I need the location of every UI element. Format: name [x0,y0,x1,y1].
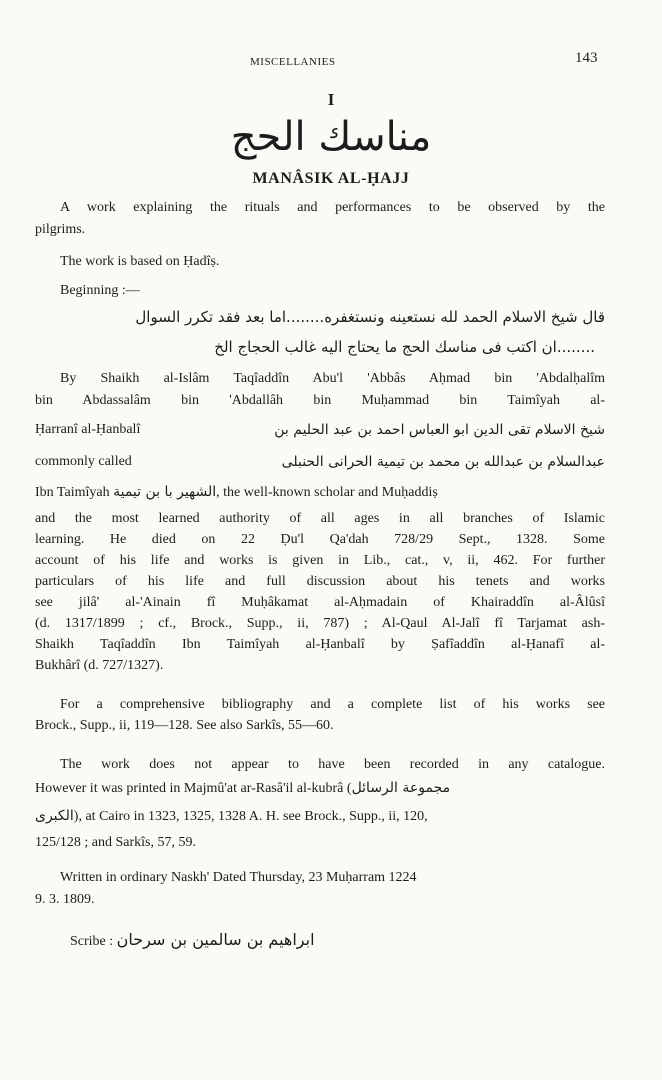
print-line-2-text: However it was printed in Majmû'at ar-Rasâ'il al-kubrâ ( [35,781,352,796]
author-line-4-text: commonly called [35,454,132,469]
scribe-label: Scribe : [70,934,114,949]
beginning-label: Beginning :— [60,283,140,298]
author-line-11: (d. 1317/1899 ; cf., Brock., Supp., ii, 787) ; Al-Qaul Al-Jalî fî Tarjamat ash- [35,616,605,631]
beginning-arabic-line-2: ........ان اكتب فى مناسك الحج ما يحتاج اليه غالب الحجاج الخ [214,338,595,356]
biblio-line-2: Brock., Supp., ii, 119—128. See also Sarkîs, 55—60. [35,718,334,733]
author-line-3 [35,420,605,440]
author-line-5-text-b: , the well-known scholar and Muḥaddiṣ [216,485,438,500]
author-line-7: learning. He died on 22 Ḍu'l Qa'dah 728/29 Sept., 1328. Some [35,532,605,547]
work-title: MANÂSIK AL-ḤAJJ [252,170,410,187]
page-number: 143 [575,50,598,66]
intro-line-1: A work explaining the rituals and performances to be observed by the [60,200,605,215]
author-arabic-name-2: عبدالسلام بن عبدالله بن محمد بن تيمية الحرانى الحنبلى [281,454,605,470]
author-line-6: and the most learned authority of all ages in all branches of Islamic [35,511,605,526]
arabic-title: مناسك الحج [230,114,432,160]
scribe-line [70,930,315,950]
author-arabic-name-3: الشهير با بن تيمية [113,484,217,500]
author-arabic-name-1: شيخ الاسلام تقى الدين ابو العباس احمد بن عبد الحليم بن [274,422,605,438]
print-arabic-title-1: مجموعة الرسائل [351,780,451,796]
scribe-name-arabic: ابراهيم بن سالمين بن سرحان [116,930,315,949]
print-line-2 [35,778,605,799]
author-line-3-text: Ḥarranî al-Ḥanbalî [35,422,141,437]
written-line-2: 9. 3. 1809. [35,892,95,907]
author-line-1: By Shaikh al-Islâm Taqîaddîn Abu'l 'Abbâs Aḥmad bin 'Abdalḥalîm [60,371,605,386]
author-line-4 [35,452,605,472]
biblio-line-1: For a comprehensive bibliography and a complete list of his works see [60,697,605,712]
print-line-3-text: ), at Cairo in 1323, 1325, 1328 A. H. see Brock., Supp., ii, 120, [73,809,428,824]
author-line-8: account of his life and works is given in Lib., cat., v, ii, 462. For further [35,553,605,568]
author-line-13: Bukhârî (d. 727/1327). [35,658,164,673]
print-line-4: 125/128 ; and Sarkîs, 57, 59. [35,835,196,850]
print-line-1: The work does not appear to have been recorded in any catalogue. [60,757,605,772]
author-line-2: bin Abdassalâm bin 'Abdallâh bin Muḥammad bin Taimîyah al- [35,393,605,408]
section-number: I [327,90,335,109]
author-line-5 [35,482,605,503]
author-line-9: particulars of his life and full discussion about his tenets and works [35,574,605,589]
intro-line-2: pilgrims. [35,222,86,237]
running-head: MISCELLANIES [250,56,336,68]
author-line-5-text-a: Ibn Taimîyah [35,485,110,500]
written-line-1: Written in ordinary Naskh' Dated Thursday, 23 Muḥarram 1224 [60,870,417,885]
print-arabic-title-2: الكبرى [35,808,74,824]
print-line-3 [35,806,605,827]
beginning-arabic-line-1: قال شيخ الاسلام الحمد لله نستعينه ونستغفره........اما بعد فقد تكرر السوال [135,308,605,326]
author-line-12: Shaikh Taqîaddîn Ibn Taimîyah al-Ḥanbalî by Ṣafîaddîn al-Ḥanafî al- [35,637,605,652]
author-line-10: see jilâ' al-'Ainain fî Muḥâkamat al-Aḥmadain of Khairaddîn al-Âlûsî [35,595,605,610]
based-on-line: The work is based on Ḥadîṣ. [60,254,220,269]
